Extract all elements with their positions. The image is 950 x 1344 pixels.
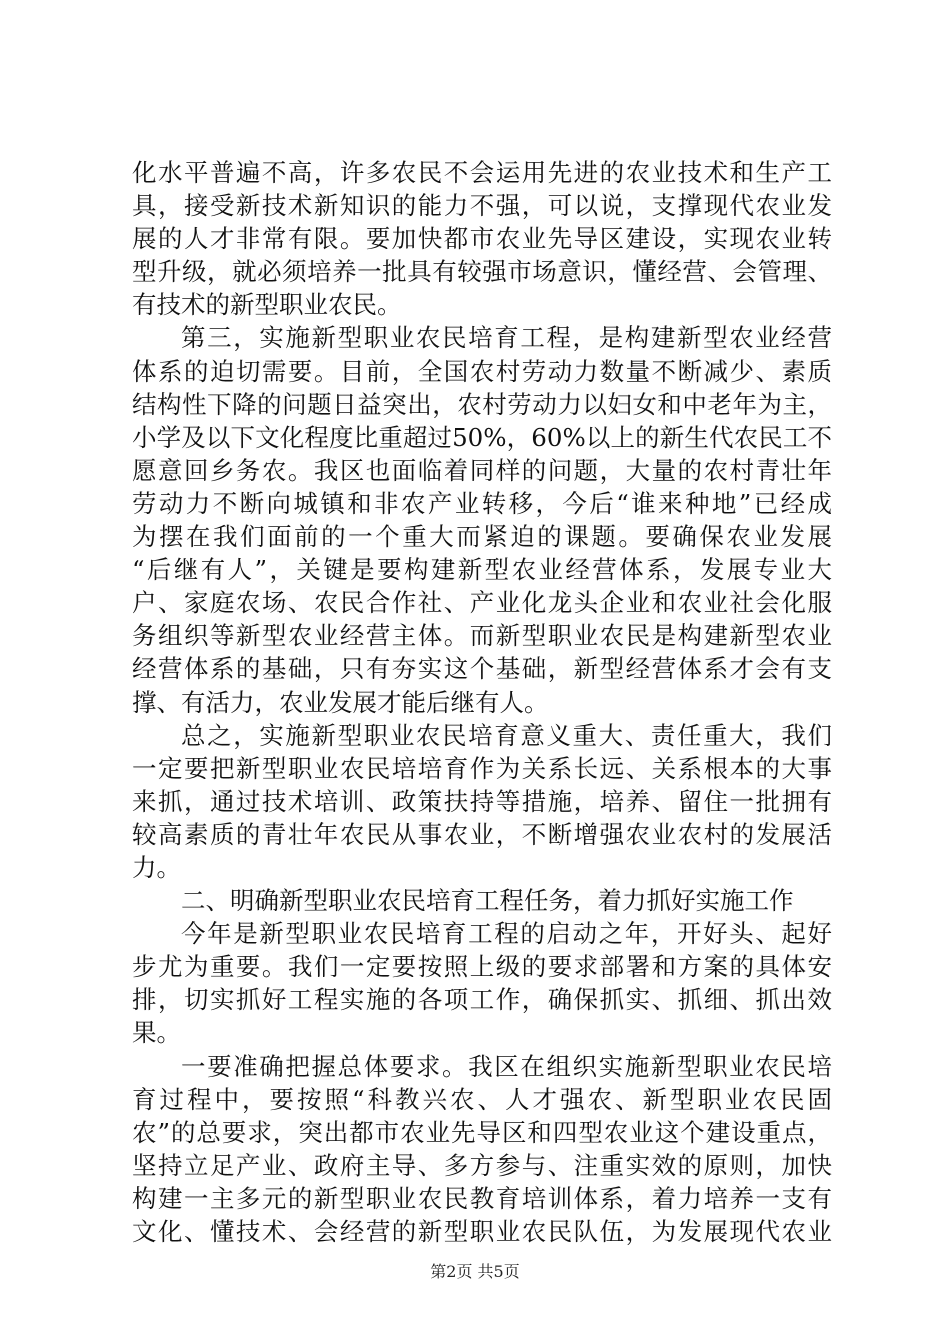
text-line: 劳动力不断向城镇和非农产业转移，今后“谁来种地”已经成 [132, 488, 832, 518]
text-line: 结构性下降的问题日益突出，农村劳动力以妇女和中老年为主， [132, 389, 832, 419]
text-line: 体系的迫切需要。目前，全国农村劳动力数量不断减少、素质 [132, 356, 832, 386]
paragraph-start-line: 总之，实施新型职业农民培育意义重大、责任重大，我们 [181, 720, 832, 750]
text-line: 型升级，就必须培养一批具有较强市场意识，懂经营、会管理、 [132, 257, 832, 287]
paragraph-start-line: 第三，实施新型职业农民培育工程，是构建新型农业经营 [181, 323, 832, 353]
text-line: 愿意回乡务农。我区也面临着同样的问题，大量的农村青壮年 [132, 455, 832, 485]
text-line: 构建一主多元的新型职业农民教育培训体系，着力培养一支有 [132, 1183, 832, 1213]
text-line: 力。 [132, 852, 181, 882]
text-line: 育过程中，要按照“科教兴农、人才强农、新型职业农民固 [132, 1084, 832, 1114]
text-line: 务组织等新型农业经营主体。而新型职业农民是构建新型农业 [132, 621, 832, 651]
text-line: 坚持立足产业、政府主导、多方参与、注重实效的原则，加快 [132, 1150, 832, 1180]
text-line: “后继有人”，关键是要构建新型农业经营体系，发展专业大 [132, 555, 832, 585]
text-line: 农”的总要求，突出都市农业先导区和四型农业这个建设重点， [132, 1117, 832, 1147]
text-line: 果。 [132, 1018, 181, 1048]
text-line: 一定要把新型职业农民培培育作为关系长远、关系根本的大事 [132, 753, 832, 783]
body-text [132, 156, 832, 1248]
text-line: 文化、懂技术、会经营的新型职业农民队伍，为发展现代农业 [132, 1217, 832, 1246]
text-line: 小学及以下文化程度比重超过50%，60%以上的新生代农民工不 [132, 422, 832, 452]
paragraph-start-line: 一要准确把握总体要求。我区在组织实施新型职业农民培 [181, 1051, 832, 1081]
text-line: 户、家庭农场、农民合作社、产业化龙头企业和农业社会化服 [132, 588, 832, 618]
text-line: 化水平普遍不高，许多农民不会运用先进的农业技术和生产工 [132, 158, 832, 187]
page-number-footer: 第2页 共5页 [430, 1262, 520, 1281]
text-line: 较高素质的青壮年农民从事农业，不断增强农业农村的发展活 [132, 819, 832, 849]
text-line: 有技术的新型职业农民。 [132, 290, 402, 320]
paragraph-start-line: 今年是新型职业农民培育工程的启动之年，开好头、起好 [181, 919, 832, 949]
section-heading: 二、明确新型职业农民培育工程任务，着力抓好实施工作 [181, 886, 794, 916]
text-line: 为摆在我们面前的一个重大而紧迫的课题。要确保农业发展 [132, 522, 832, 552]
text-line: 步尤为重要。我们一定要按照上级的要求部署和方案的具体安 [132, 952, 832, 982]
text-line: 来抓，通过技术培训、政策扶持等措施，培养、留住一批拥有 [132, 786, 832, 816]
text-line: 排，切实抓好工程实施的各项工作，确保抓实、抓细、抓出效 [132, 985, 832, 1015]
text-line: 撑、有活力，农业发展才能后继有人。 [132, 687, 549, 717]
text-line: 展的人才非常有限。要加快都市农业先导区建设，实现农业转 [132, 224, 832, 254]
text-line: 经营体系的基础，只有夯实这个基础，新型经营体系才会有支 [132, 654, 832, 684]
text-line: 具，接受新技术新知识的能力不强，可以说，支撑现代农业发 [132, 191, 832, 221]
